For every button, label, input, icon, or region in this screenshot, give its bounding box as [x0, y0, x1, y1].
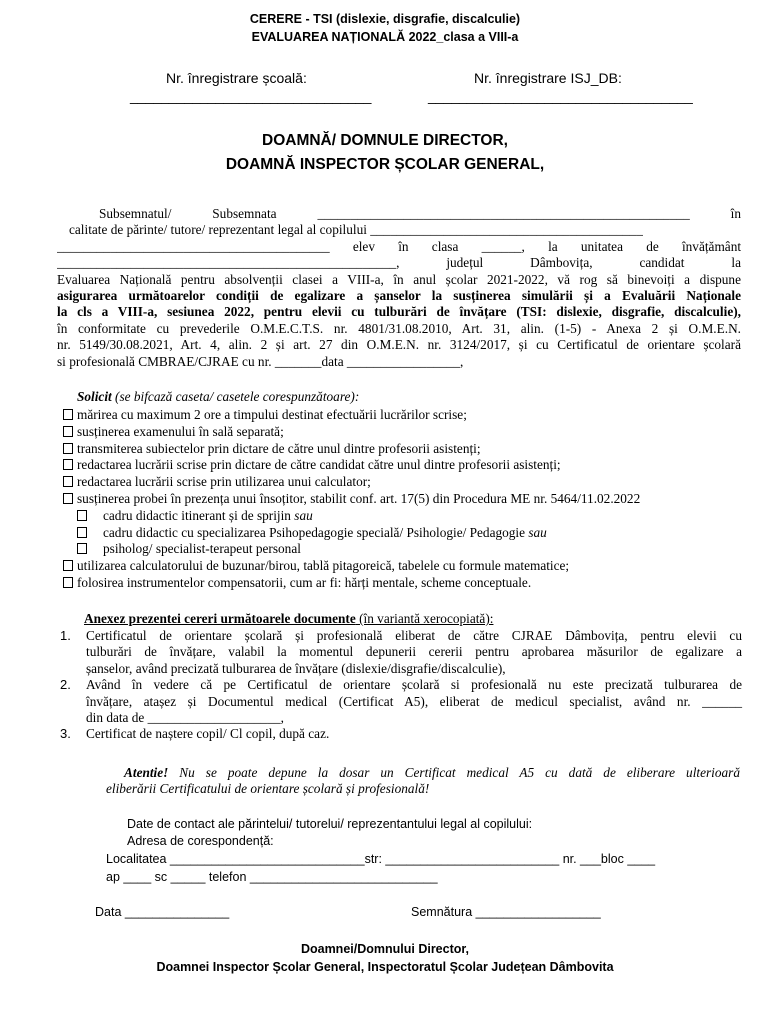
phone-fields[interactable]: ap ____ sc _____ telefon ___________________________	[106, 870, 438, 884]
signature-field[interactable]: Semnătura __________________	[411, 905, 601, 919]
option-label: mărirea cu maximum 2 ore a timpului destinat efectuării lucrărilor scrise;	[77, 407, 467, 422]
option-label: redactarea lucrării scrise prin utilizarea unui calculator;	[77, 474, 371, 490]
option-separate-room[interactable]	[63, 424, 753, 441]
intro-judetul: județul Dâmbovița, candidat la	[446, 255, 741, 271]
annex-hint: (în variantă xerocopiată):	[355, 611, 494, 626]
request-paragraph	[57, 206, 741, 370]
intro-in-2: în	[398, 238, 409, 254]
intro-line-5: Evaluarea Națională pentru absolvenții clasei a VIII-a, în anul școlar 2021-2022, vă rog să binevoiți a dispune	[57, 271, 741, 287]
attention-line-1	[106, 765, 740, 781]
checkbox-icon[interactable]	[77, 527, 87, 538]
contact-heading: Date de contact ale părintelui/ tutorelui/ reprezentantului legal al copilului:	[127, 817, 533, 831]
checkbox-icon[interactable]	[77, 510, 87, 521]
attention-line-2: eliberării Certificatului de orientare școlară și profesională!	[106, 781, 430, 797]
option-label: utilizarea calculatorului de buzunar/birou, tablă pitagoreică, tabelele cu formule matematice;	[77, 558, 570, 574]
document-header-line1: CERERE - TSI (dislexie, disgrafie, discalculie)	[249, 12, 521, 26]
attention-note	[106, 765, 740, 798]
checkbox-icon[interactable]	[63, 560, 73, 571]
annex-item-number: 2.	[60, 677, 71, 693]
intro-elev: elev	[352, 238, 375, 254]
suboption-psychologist[interactable]	[63, 541, 753, 558]
option-compensatory-tools[interactable]	[63, 575, 753, 592]
option-dictation-answers[interactable]	[63, 457, 753, 474]
checkbox-icon[interactable]	[63, 459, 73, 470]
isj-registration-label: Nr. înregistrare ISJ_DB:	[474, 70, 622, 86]
annex-item-line: Certificat de naștere copil/ Cl copil, după caz.	[86, 726, 330, 742]
intro-unitatea: la unitatea de învățământ	[548, 238, 741, 254]
intro-session: la cls a VIII-a, sesiunea 2022	[57, 304, 251, 320]
annex-item-line: Certificatul de orientare școlară și profesională eliberat de către CJRAE Dâmbovița, pentru elevii cu	[86, 628, 742, 643]
option-companion[interactable]	[63, 491, 753, 508]
suboption-suffix: sau	[528, 524, 547, 540]
solicit-hint: (se bifcază caseta/ casetele corespunzătoare):	[111, 389, 360, 404]
annex-list	[60, 628, 742, 743]
attention-label: Atentie!	[124, 765, 169, 780]
option-label: transmiterea subiectelor prin dictare de către unul dintre profesorii asistenți;	[77, 440, 481, 456]
suboption-label: cadru didactic itinerant și de sprijin	[103, 507, 295, 523]
footer-addressee-line1: Doamnei/Domnului Director,	[300, 942, 470, 956]
annex-label: Anexez prezentei cereri următoarele documente	[84, 611, 356, 626]
intro-line-8: în conformitate cu prevederile O.M.E.C.T.S. nr. 4801/31.08.2010, Art. 31, alin. (1-5) - Anexa 2 și O.M.E.N.	[57, 320, 741, 336]
intro-subsemnatul: Subsemnatul/ Subsemnata	[99, 206, 277, 221]
addressee-title-line1: DOAMNĂ/ DOMNULE DIRECTOR,	[262, 132, 508, 149]
isj-registration-blank[interactable]: __________________________________	[428, 88, 693, 104]
attention-text: Nu se poate depune la dosar un Certificat medical A5 cu dată de eliberare ulterioară	[168, 765, 740, 780]
intro-clasa: clasa	[431, 238, 459, 254]
options-list	[63, 407, 753, 592]
option-dictation-subjects[interactable]	[63, 441, 753, 458]
addressee-title-line2: DOAMNĂ INSPECTOR ȘCOLAR GENERAL,	[225, 156, 545, 173]
annex-item-number: 3.	[60, 726, 71, 742]
option-extra-time[interactable]	[63, 407, 753, 424]
checkbox-icon[interactable]	[63, 443, 73, 454]
option-label: susținerea probei în prezența unui însoțitor, stabilit conf. art. 17(5) din Procedura ME nr. 5464/11.02.2022	[77, 490, 641, 506]
class-blank[interactable]: ______,	[481, 238, 525, 254]
school-registration-blank[interactable]: _______________________________	[130, 88, 372, 104]
school-unit-blank[interactable]: ___________________________________________________,	[57, 255, 400, 271]
correspondence-address-label: Adresa de corespondență:	[127, 834, 274, 848]
solicit-label: Solicit	[77, 389, 112, 404]
footer-addressee-line2: Doamnei Inspector Școlar General, Inspectoratul Școlar Județean Dâmbovita	[156, 960, 614, 974]
checkbox-icon[interactable]	[63, 426, 73, 437]
checkbox-icon[interactable]	[63, 493, 73, 504]
annex-item-line: șanselor, având precizată tulburarea de învățare (dislexie/disgrafie/discalculie),	[86, 660, 506, 676]
option-computer[interactable]	[63, 474, 753, 491]
suboption-specialized-teacher[interactable]	[63, 525, 753, 542]
annex-item-number: 1.	[60, 628, 71, 643]
solicit-heading	[77, 389, 359, 405]
intro-in: în	[730, 206, 741, 221]
checkbox-icon[interactable]	[63, 476, 73, 487]
suboption-label: psiholog/ specialist-terapeut personal	[103, 541, 301, 557]
intro-line-1	[57, 206, 741, 222]
annex-item-line: învățare, atașez și Documentul medical (Certificat A5), eliberat de medicul specialist, având nr. ______	[86, 693, 742, 709]
annex-item-line: Având în vedere că pe Certificatul de orientare școlară si profesională nu este precizată tulburarea de	[86, 677, 742, 693]
school-registration-label: Nr. înregistrare școală:	[166, 70, 307, 86]
intro-line-6: asigurarea următoarelor condiții de egalizare a șanselor la susținerea simulării și a Evaluării Naționale	[57, 287, 741, 303]
option-calculator[interactable]	[63, 558, 753, 575]
suboption-label: cadru didactic cu specializarea Psihopedagogie specială/ Psihologie/ Pedagogie	[103, 524, 529, 540]
intro-line-4	[57, 255, 741, 271]
option-label: susținerea examenului în sală separată;	[77, 423, 284, 439]
suboption-suffix: sau	[294, 507, 313, 523]
address-fields[interactable]: Localitatea ____________________________str: _________________________ nr. ___bloc ____	[106, 852, 656, 866]
annex-item-1	[60, 628, 742, 677]
intro-line-2: calitate de părinte/ tutore/ reprezentant legal al copilului _________________________________________	[69, 222, 643, 238]
annex-item-3	[60, 726, 742, 742]
intro-line-3	[57, 239, 741, 255]
option-label: redactarea lucrării scrise prin dictare de către candidat către unul dintre profesorii asistenți;	[77, 457, 561, 473]
parent-name-blank[interactable]: ________________________________________________________	[317, 206, 690, 221]
checkbox-icon[interactable]	[77, 543, 87, 554]
intro-line-10: si profesională CMBRAE/CJRAE cu nr. _______data _________________,	[57, 353, 464, 369]
checkbox-icon[interactable]	[63, 577, 73, 588]
annex-item-line: tulburări de învățare, valabil la momentul depunerii cererii pentru aprobarea măsurilor de egalizare a	[86, 644, 742, 660]
intro-line-7	[57, 304, 741, 320]
option-label: folosirea instrumentelor compensatorii, cum ar fi: hărți mentale, scheme conceptuale.	[77, 574, 532, 590]
annex-item-2	[60, 677, 742, 726]
document-header-line2: EVALUAREA NAȚIONALĂ 2022_clasa a VIII-a	[251, 30, 519, 44]
intro-tsi: , pentru elevii cu tulburări de învățare (TSI: dislexie, disgrafie, discalculie),	[250, 304, 741, 320]
checkbox-icon[interactable]	[63, 409, 73, 420]
annex-heading	[84, 611, 493, 627]
intro-line-9: nr. 5149/30.08.2021, Art. 4, alin. 2 și art. 27 din O.M.E.N. nr. 3124/2017, și cu Certificatul de orientare școlară	[57, 337, 741, 353]
annex-item-line: din data de ____________________,	[86, 709, 284, 725]
suboption-itinerant-teacher[interactable]	[63, 508, 753, 525]
date-field[interactable]: Data _______________	[95, 905, 230, 919]
student-name-blank[interactable]: _________________________________________	[57, 238, 330, 254]
